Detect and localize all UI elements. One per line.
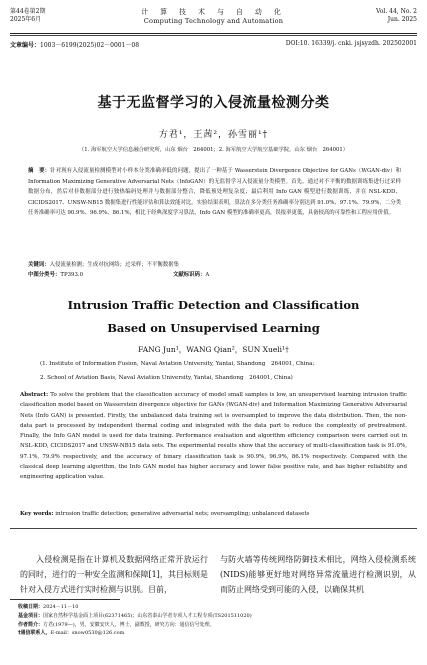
title-cn: 基于无监督学习的入侵流量检测分类 bbox=[97, 95, 330, 111]
corresponding-label: †通信联系人， bbox=[18, 630, 51, 637]
header-left bbox=[10, 8, 45, 24]
title-en bbox=[0, 294, 427, 340]
volume: Vol. 44, No. 2 bbox=[376, 8, 417, 15]
article-number bbox=[10, 40, 139, 49]
affiliation-en-2: 2. School of Aviation Basis, Naval Aviation University, Yantai, Shandong 264001, China) bbox=[40, 375, 293, 381]
author-bio-label: 作者简介： bbox=[18, 621, 44, 628]
abstract-cn bbox=[28, 166, 401, 219]
header-rule-thin bbox=[10, 35, 417, 36]
abstract-en bbox=[20, 390, 407, 483]
doc-code-value: A bbox=[205, 272, 210, 278]
affiliation-cn: （1. 海军航空大学信息融合研究所，山东 烟台 264001；2. 海军航空大学航空基础学院，山东 烟台 264001） bbox=[78, 147, 349, 153]
received-value: 2024－11－10 bbox=[43, 604, 79, 610]
author-bio-value: 方君(1979—)，男，安徽安庆人，博士，副教授，研究方向：通信信号处理。 bbox=[43, 621, 215, 628]
clc bbox=[28, 272, 83, 278]
received-label: 收稿日期： bbox=[18, 604, 44, 610]
footnotes bbox=[18, 603, 417, 638]
header-rule-thick bbox=[10, 33, 417, 34]
body-column-right: 与防火墙等传统网络防御技术相比，网络入侵检测系统(NIDS)能够更好地对网络异常流量进行检测识别，从而防止网络受到可能的入侵，以确保其机 bbox=[220, 555, 416, 594]
keywords-cn bbox=[28, 260, 401, 268]
date-en: Jun. 2025 bbox=[387, 16, 417, 23]
affiliation-en-1: (1. Institute of Information Fusion, Naval Aviation University, Yantai, Shandong 264001, China； bbox=[40, 361, 319, 367]
issue-cn: 第44卷第2期 bbox=[10, 8, 46, 15]
fund-label: 基金项目： bbox=[18, 612, 44, 619]
keywords-en-text: intrusion traffic detection; generative adversarial nets; oversampling; unbalanced datasets bbox=[55, 511, 310, 517]
author-bio bbox=[18, 621, 417, 630]
abstract-en-label: Abstract: bbox=[20, 392, 49, 398]
fund-value: 国家自然科学基金面上项目(62371465)；山东省泰山学者专项人才工程专项(TS201511020) bbox=[43, 612, 252, 619]
received-date bbox=[18, 603, 417, 612]
doi: DOI:10. 16339/j. cnki. jsjsyzdh. 202502001 bbox=[285, 40, 417, 47]
keywords-cn-text: 入侵流量检测；生成对抗网络；过采样；不平衡数据集 bbox=[49, 262, 179, 268]
doc-code bbox=[173, 270, 209, 278]
authors-en: FANG Jun¹，WANG Qian²，SUN Xueli¹† bbox=[138, 345, 289, 354]
title-en-line2: Based on Unsupervised Learning bbox=[107, 321, 320, 335]
authors-cn: 方君¹，王茜²，孙雪丽¹† bbox=[158, 130, 269, 140]
keywords-cn-label: 关键词： bbox=[28, 262, 50, 268]
footnote-rule bbox=[10, 599, 120, 600]
header-right bbox=[376, 8, 417, 24]
fund bbox=[18, 612, 417, 621]
keywords-en bbox=[20, 511, 407, 517]
article-number-label: 文章编号： bbox=[10, 42, 41, 49]
journal-name-cn: 计 算 技 术 与 自 动 化 bbox=[141, 8, 286, 16]
classification-line bbox=[28, 270, 401, 278]
journal-name-en: Computing Technology and Automation bbox=[143, 17, 284, 25]
article-number-value: 1003－6199(2025)02－0001－08 bbox=[40, 42, 140, 49]
header-center bbox=[100, 8, 327, 26]
doc-code-label: 文献标识码： bbox=[173, 272, 206, 278]
abstract-en-text: To solve the problem that the classification accuracy of model small samples is low, an unsupervised learning intrusion traffic classification model based on Wasserstein divergence objective for GANs (WGAN-div) and Information Maximizing Generative Adversarial Nets (Info GAN) is presented. Firstly, the unbalanced data training set is oversampled to improve the data distribution. Then, the non-data part is processed by independent thermal coding and integrated with the data part to reduce the complexity of pretreatment. Finally, the Info GAN model is used for data training. Performance evaluation and algorithm efficiency comparison were carried out in NSL-KDD, CICIDS2017 and UNSW-NB15 data sets. The experimental results show that the accuracy of multi-classification task is 91.0%, 97.1%, 79.9% respectively, and the accuracy of binary classification task is 90.9%, 96.9%, 86.1% respectively. Compared with the classical deep learning algorithm, the Info GAN model has higher accuracy and lower false positive rate, and has higher reliability and engineering application value. bbox=[20, 392, 407, 481]
corresponding-author bbox=[18, 629, 417, 638]
date-cn: 2025年6月 bbox=[10, 16, 42, 23]
clc-value: TP393.0 bbox=[60, 272, 84, 278]
clc-label: 中图分类号： bbox=[28, 272, 61, 278]
abstract-cn-label: 摘 要： bbox=[28, 168, 51, 174]
journal-header bbox=[10, 8, 417, 34]
title-en-line1: Intrusion Traffic Detection and Classification bbox=[67, 298, 360, 312]
keywords-en-label: Key words: bbox=[20, 511, 54, 517]
body-divider bbox=[10, 528, 417, 529]
body-column-left: 入侵检测是指在计算机及数据网络正常开放运行的同时，进行的一种安全监测和保障[1]，其目标则是针对入侵方式进行实时检测与识别。目前， bbox=[20, 555, 208, 594]
abstract-cn-text: 针对现有入侵流量检测模型对小样本分类准确率低的问题，提出了一种基于 Wasserstein Divergence Objective for GANs（WGAN-div）和 Information Maximizing Generative Adversarial Nets（InfoGAN）的无监督学习入侵流量分类模型。首先，通过对不平衡的数据训练集进行过采样数据分布，然后对非数据部分进行独热编码处理并与数据部分整合，降低预处理复杂度；最后利用 Info GAN 模型进行数据训练，并在 NSL-KDD、CICIDS2017、UNSW-NB15 数据集进行性能评估和算法效能对比。实验结果表明，算法在多分类任务准确率分别达到 91.0%、97.1%、79.9%，二分类任务准确率可达 90.9%、96.9%、86.1%，相比于经典深度学习算法，Info GAN 模型的准确率更高，误报率更低，具备较高的可靠性和工程应用价值。 bbox=[28, 168, 401, 216]
corresponding-email: E-mail：snow0530@126.com bbox=[50, 630, 125, 637]
